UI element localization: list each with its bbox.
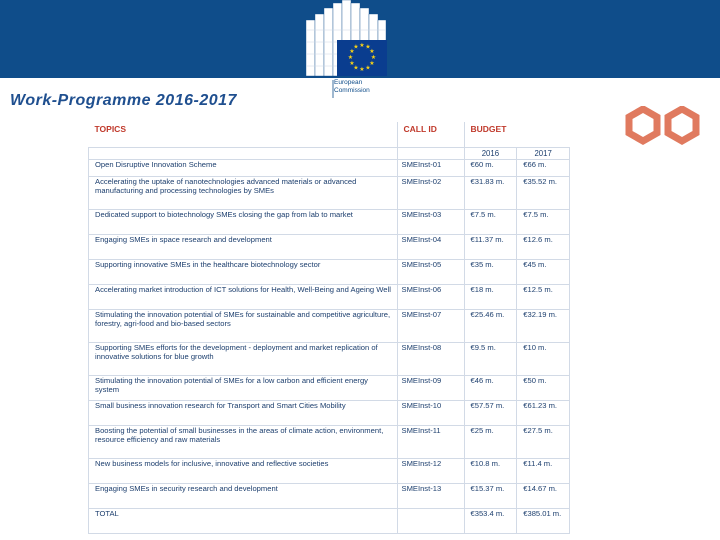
row-call-id: SMEInst-09	[397, 376, 464, 401]
row-budget-2016: €25 m.	[464, 426, 517, 459]
table-row	[89, 160, 570, 177]
row-budget-2017: €14.67 m.	[517, 484, 570, 509]
svg-text:★: ★	[369, 48, 375, 55]
total-label: TOTAL	[89, 509, 398, 534]
svg-text:★: ★	[359, 66, 365, 73]
svg-text:★: ★	[365, 43, 371, 51]
row-call-id: SMEInst-13	[397, 484, 464, 509]
total-budget-2016: €353.4 m.	[464, 509, 517, 534]
total-budget-2017: €385.01 m.	[517, 509, 570, 534]
table-year-row	[89, 148, 570, 160]
table-row	[89, 260, 570, 285]
row-budget-2016: €15.37 m.	[464, 484, 517, 509]
logo-line-1: European	[334, 79, 363, 86]
row-call-id: SMEInst-02	[397, 177, 464, 210]
table-row	[89, 484, 570, 509]
row-budget-2017: €12.6 m.	[517, 235, 570, 260]
row-call-id: SMEInst-04	[397, 235, 464, 260]
row-budget-2017: €61.23 m.	[517, 401, 570, 426]
row-budget-2017: €10 m.	[517, 343, 570, 376]
row-call-id: SMEInst-10	[397, 401, 464, 426]
row-budget-2017: €27.5 m.	[517, 426, 570, 459]
row-topic: Supporting SMEs efforts for the development - deployment and market replication of innovative solutions for blue growth	[89, 343, 398, 376]
row-call-id: SMEInst-03	[397, 210, 464, 235]
logo-text	[334, 79, 370, 95]
row-call-id: SMEInst-06	[397, 285, 464, 310]
svg-text:★: ★	[349, 60, 355, 67]
row-topic: Accelerating the uptake of nanotechnologies advanced materials or advanced manufacturing and processing technologies by SMEs	[89, 177, 398, 210]
row-budget-2016: €35 m.	[464, 260, 517, 285]
row-call-id: SMEInst-07	[397, 310, 464, 343]
row-topic: Stimulating the innovation potential of SMEs for sustainable and competitive agriculture, forestry, agri-food and bio-based sectors	[89, 310, 398, 343]
row-budget-2016: €18 m.	[464, 285, 517, 310]
row-budget-2017: €45 m.	[517, 260, 570, 285]
table-row	[89, 401, 570, 426]
row-topic: Small business innovation research for Transport and Smart Cities Mobility	[89, 401, 398, 426]
row-budget-2017: €11.4 m.	[517, 459, 570, 484]
svg-text:★: ★	[353, 64, 359, 72]
page-title: Work-Programme 2016-2017	[10, 92, 237, 109]
row-topic: Boosting the potential of small businesses in the areas of climate action, environment, resource efficiency and raw materials	[89, 426, 398, 459]
table-row	[89, 343, 570, 376]
header-budget: BUDGET	[464, 122, 570, 148]
row-budget-2017: €12.5 m.	[517, 285, 570, 310]
svg-text:★: ★	[353, 43, 359, 51]
header-call-id: CALL ID	[397, 122, 464, 148]
svg-text:★: ★	[349, 48, 355, 55]
svg-text:★: ★	[370, 54, 377, 61]
row-budget-2016: €60 m.	[464, 160, 517, 177]
row-budget-2016: €11.37 m.	[464, 235, 517, 260]
row-budget-2016: €9.5 m.	[464, 343, 517, 376]
svg-text:★: ★	[359, 42, 365, 49]
svg-text:★: ★	[365, 64, 371, 72]
row-budget-2017: €35.52 m.	[517, 177, 570, 210]
svg-text:★: ★	[369, 60, 375, 67]
table-row	[89, 426, 570, 459]
row-call-id: SMEInst-11	[397, 426, 464, 459]
row-budget-2016: €7.5 m.	[464, 210, 517, 235]
budget-table	[88, 122, 570, 540]
header-2017: 2017	[517, 148, 570, 160]
row-topic: Engaging SMEs in space research and development	[89, 235, 398, 260]
row-topic: Open Disruptive Innovation Scheme	[89, 160, 398, 177]
row-budget-2017: €66 m.	[517, 160, 570, 177]
row-call-id: SMEInst-08	[397, 343, 464, 376]
row-budget-2016: €31.83 m.	[464, 177, 517, 210]
row-budget-2016: €25.46 m.	[464, 310, 517, 343]
table-row	[89, 459, 570, 484]
row-topic: Stimulating the innovation potential of SMEs for a low carbon and efficient energy system	[89, 376, 398, 401]
row-topic: Supporting innovative SMEs in the healthcare biotechnology sector	[89, 260, 398, 285]
table-row	[89, 210, 570, 235]
row-topic: Engaging SMEs in security research and development	[89, 484, 398, 509]
row-topic: Accelerating market introduction of ICT solutions for Health, Well-Being and Ageing Well	[89, 285, 398, 310]
row-budget-2016: €10.8 m.	[464, 459, 517, 484]
table-row	[89, 376, 570, 401]
logo-line-2: Commission	[334, 87, 370, 94]
table-header-row	[89, 122, 570, 148]
row-budget-2017: €7.5 m.	[517, 210, 570, 235]
row-budget-2017: €32.19 m.	[517, 310, 570, 343]
row-call-id: SMEInst-12	[397, 459, 464, 484]
hexagon-decoration-icon	[624, 106, 704, 150]
header-2016: 2016	[464, 148, 517, 160]
table-row	[89, 285, 570, 310]
table-row	[89, 310, 570, 343]
row-topic: Dedicated support to biotechnology SMEs closing the gap from lab to market	[89, 210, 398, 235]
row-call-id: SMEInst-05	[397, 260, 464, 285]
row-budget-2016: €57.57 m.	[464, 401, 517, 426]
row-topic: New business models for inclusive, innovative and reflective societies	[89, 459, 398, 484]
table-row	[89, 235, 570, 260]
row-budget-2016: €46 m.	[464, 376, 517, 401]
svg-text:★: ★	[347, 54, 354, 61]
table-total-row	[89, 509, 570, 534]
row-budget-2017: €50 m.	[517, 376, 570, 401]
row-call-id: SMEInst-01	[397, 160, 464, 177]
header-topics: TOPICS	[94, 124, 126, 134]
table-row	[89, 177, 570, 210]
